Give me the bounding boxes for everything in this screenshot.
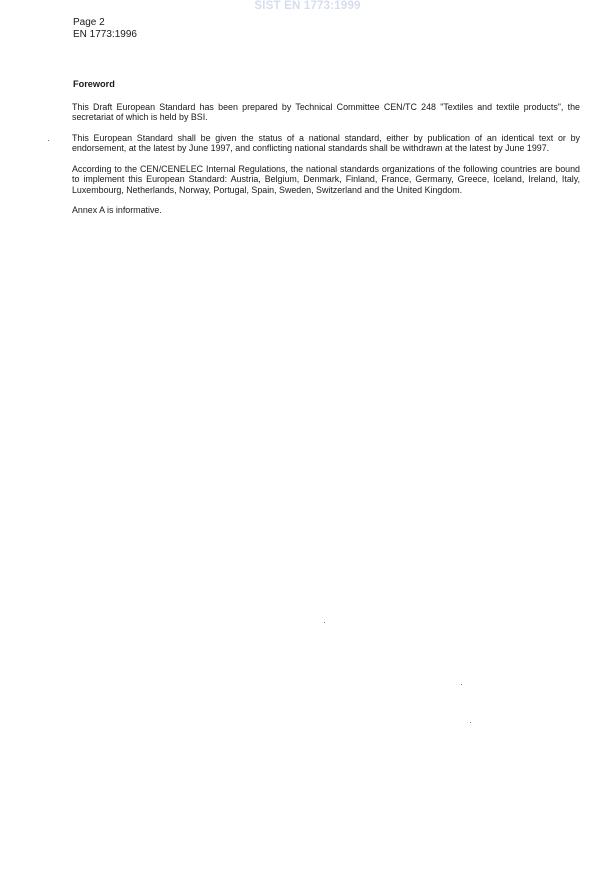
foreword-paragraph: This European Standard shall be given the status of a national standard, either by publication of an identical text or by endorsement, at the latest by June 1997, and conflicting national standards shall be withdrawn at the latest by June 1997. <box>72 132 580 153</box>
foreword-heading: Foreword <box>73 79 115 89</box>
scan-speck <box>324 622 325 623</box>
scan-speck <box>461 684 462 685</box>
foreword-section <box>72 79 580 226</box>
document-number: EN 1773:1996 <box>73 28 137 40</box>
page-number: Page 2 <box>73 17 105 28</box>
watermark: SIST EN 1773:1999 <box>254 0 361 12</box>
page-header <box>73 17 137 40</box>
foreword-paragraph: This Draft European Standard has been prepared by Technical Committee CEN/TC 248 "Textiles and textile products", the secretariat of which is held by BSI. <box>72 101 580 122</box>
foreword-paragraph: Annex A is informative. <box>72 205 162 215</box>
scan-speck <box>48 140 49 141</box>
scan-speck <box>470 722 471 723</box>
foreword-paragraph: According to the CEN/CENELEC Internal Regulations, the national standards organizations of the following countries are bound to implement this European Standard: Austria, Belgium, Denmark, Finland, France, Germany, Greece, Iceland, Ireland, Italy, Luxembourg, Netherlands, Norway, Portugal, Spain, Sweden, Switzerland and the United Kingdom. <box>72 163 580 195</box>
